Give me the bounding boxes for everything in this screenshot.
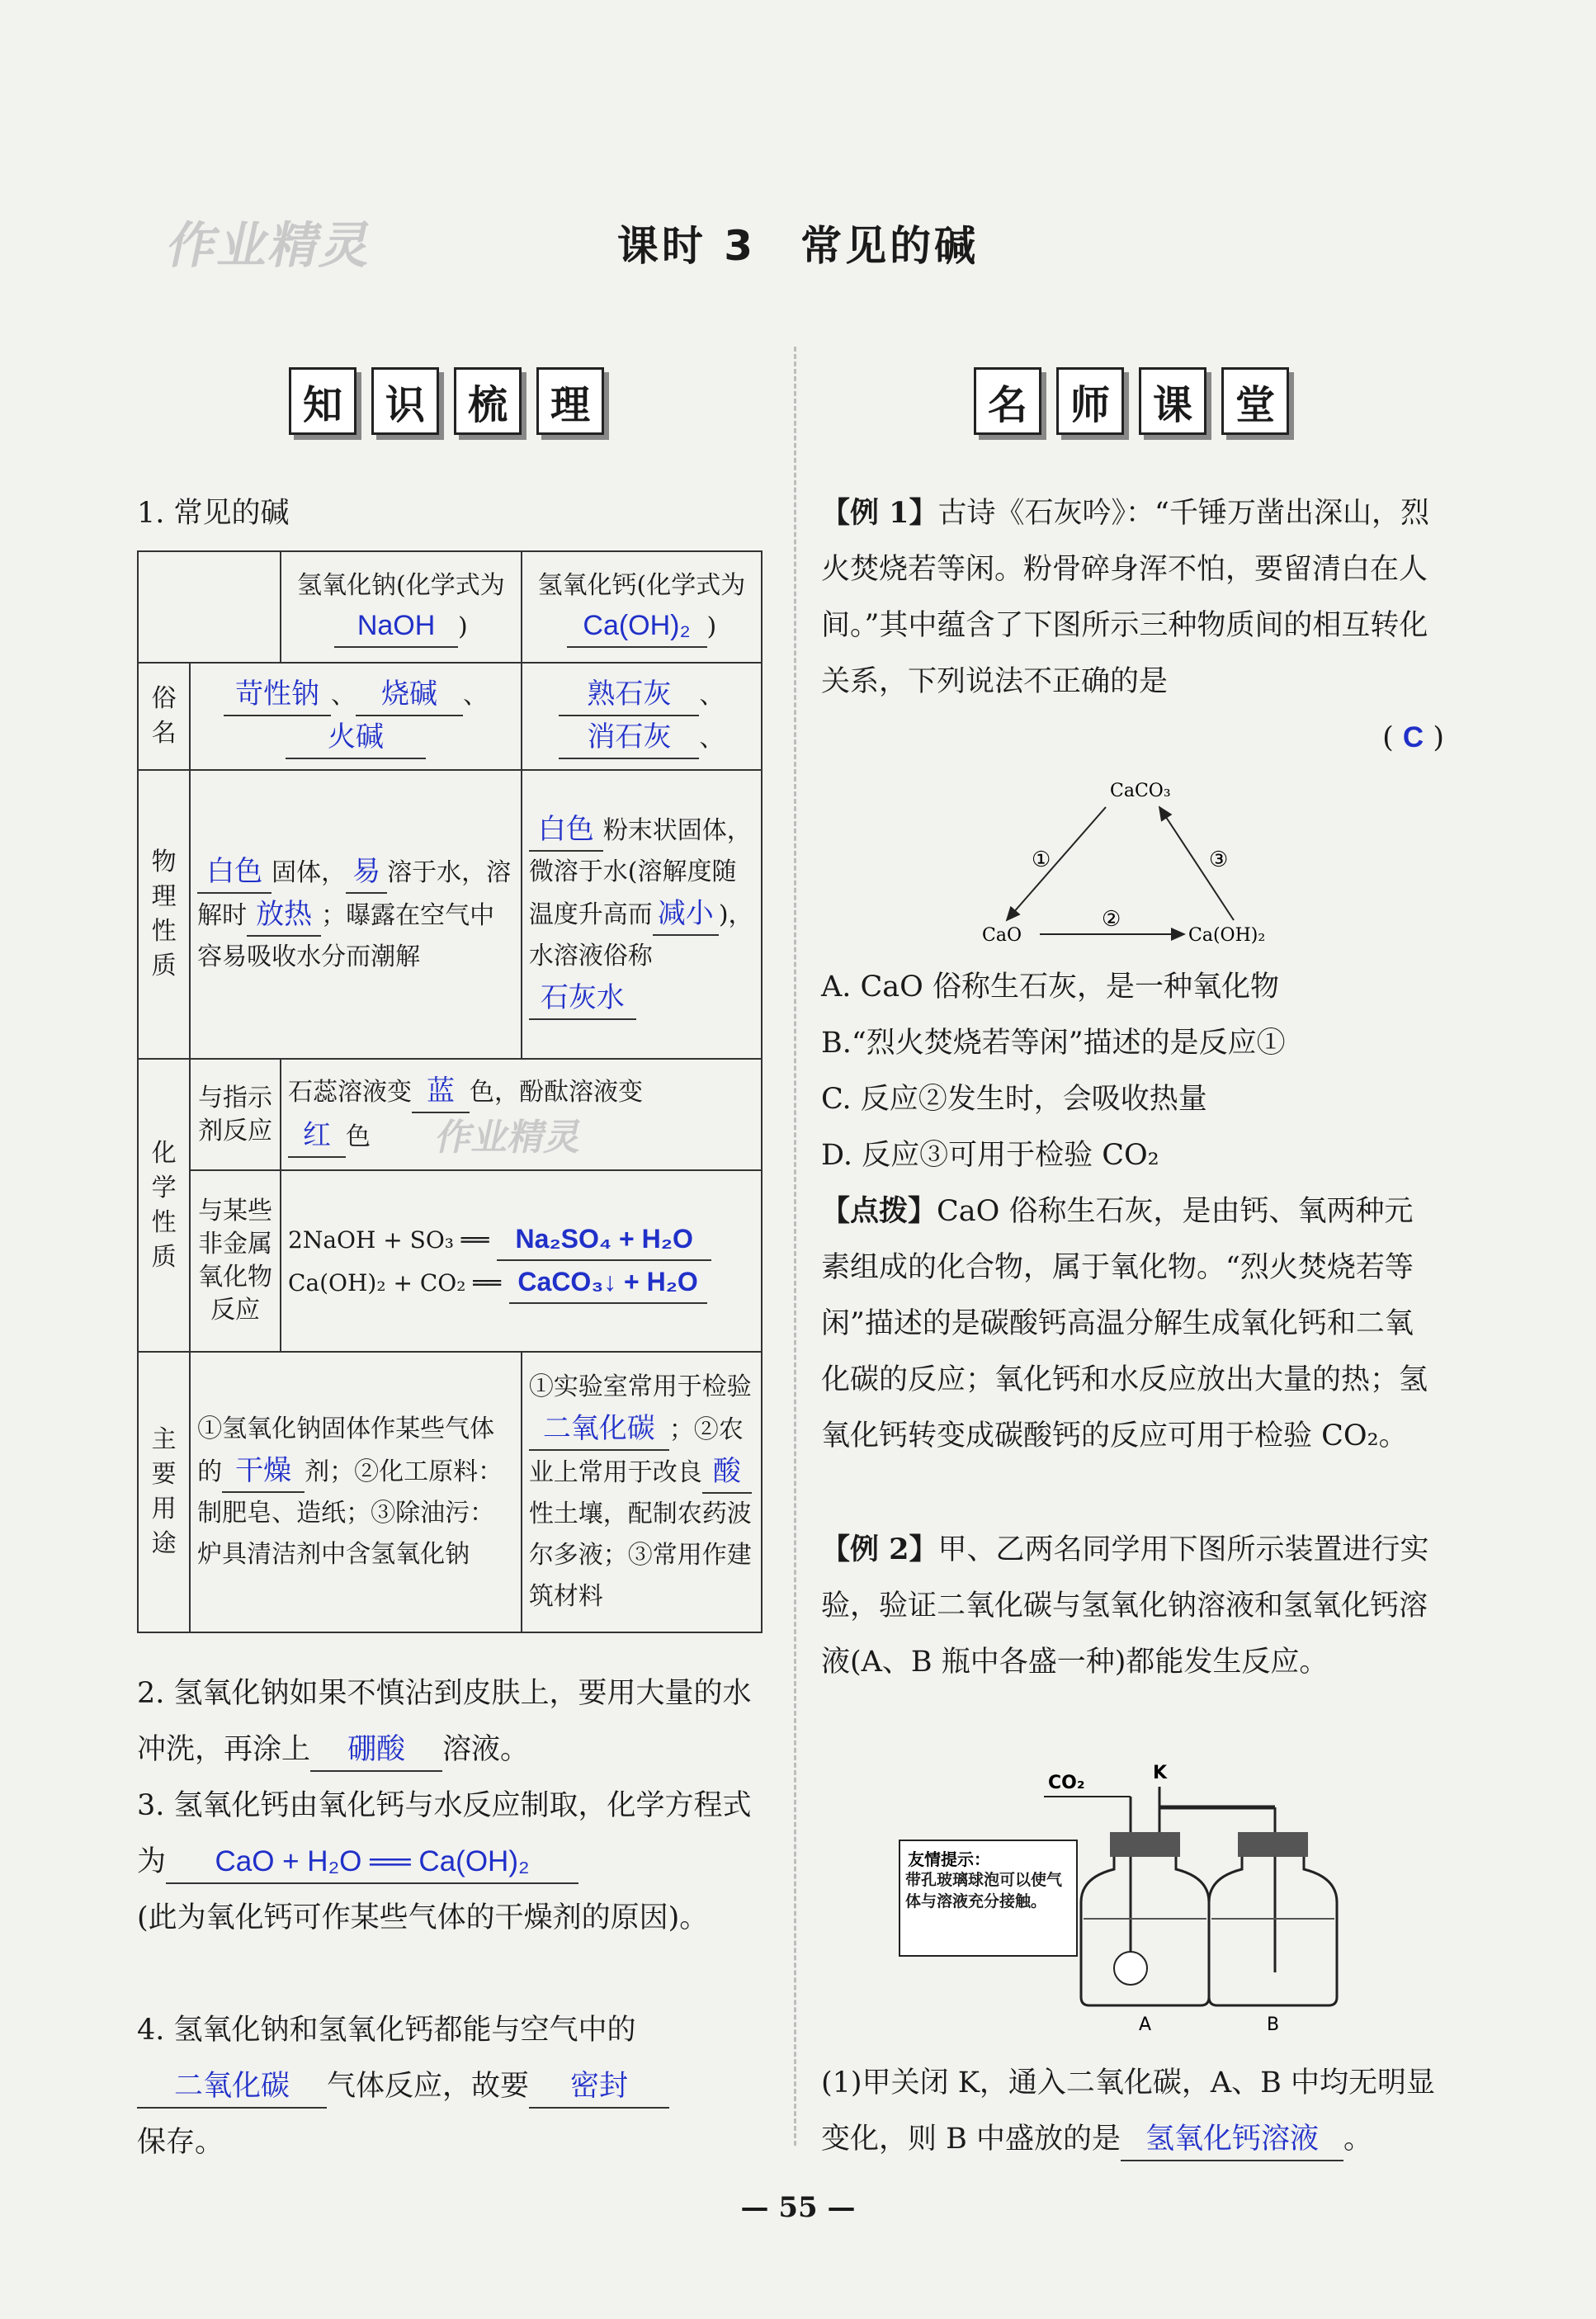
diagram-num-2: ② bbox=[1102, 907, 1121, 932]
valve-k-label: K bbox=[1153, 1763, 1168, 1783]
column-divider bbox=[794, 347, 796, 2146]
example2-stem: 【例 2】甲、乙两名同学用下图所示装置进行实验，验证二氧化碳与氢氧化钠溶液和氢氧化钙溶液(A、B 瓶中各盛一种)都能发生反应。 bbox=[821, 1533, 1429, 1679]
arrow-1 bbox=[1007, 807, 1106, 920]
naoh-common-names: 苛性钠 、 烧碱 、 火碱 bbox=[190, 663, 522, 770]
row-label-common-name: 俗名 bbox=[138, 663, 190, 770]
heading-char: 师 bbox=[1056, 367, 1124, 435]
example2-q1: (1)甲关闭 K，通入二氧化碳，A、B 中均无明显变化，则 B 中盛放的是 氢氧化钙溶液 。 bbox=[821, 2055, 1448, 2167]
tip-title: 友情提示： bbox=[908, 1849, 990, 1869]
bottle-b-label: B bbox=[1267, 2014, 1280, 2034]
naoh-uses: ①氢氧化钠固体作某些气体的 干燥 剂；②化工原料：制肥皂、造纸；③除油污：炉具清洁剂中含氢氧化钠 bbox=[190, 1352, 522, 1632]
stopper-b bbox=[1238, 1832, 1308, 1857]
example1-answer: ( C ) bbox=[1382, 721, 1444, 754]
heading-char: 课 bbox=[1139, 367, 1206, 435]
heading-char: 知 bbox=[289, 367, 357, 435]
indicator-label: 与指示剂反应 bbox=[190, 1059, 281, 1170]
page-number: — 55 — bbox=[740, 2191, 856, 2224]
tip-body: 带孔玻璃球泡可以使气体与溶液充分接触。 bbox=[905, 1871, 1063, 1910]
diagram-top-label: CaCO₃ bbox=[1110, 781, 1171, 801]
caoh-physical: 白色 粉末状固体，微溶于水(溶解度随温度升高而 减小 )，水溶液俗称石灰水 bbox=[522, 770, 762, 1059]
row-label-chemical: 化学性质 bbox=[138, 1059, 190, 1352]
naoh-formula: NaOH bbox=[334, 605, 458, 648]
nonmetal-reaction: 2NaOH + SO₃ ══ Na₂SO₄ + H₂O Ca(OH)₂ + CO₂ ══ CaCO₃↓ + H₂O bbox=[281, 1170, 762, 1352]
watermark-logo: 作业精灵 bbox=[162, 217, 380, 275]
indicator-reaction: 石蕊溶液变 蓝 色，酚酞溶液变 红 色 bbox=[281, 1059, 762, 1170]
item4: 4. 氢氧化钠和氢氧化钙都能与空气中的 二氧化碳 气体反应，故要 密封 保存。 bbox=[137, 2002, 764, 2170]
nonmetal-label: 与某些非金属氧化物反应 bbox=[190, 1170, 281, 1352]
watermark-logo: 作业精灵 bbox=[432, 1117, 587, 1159]
base-comparison-table bbox=[137, 550, 763, 1633]
row-label-uses: 主要用途 bbox=[138, 1352, 190, 1632]
item1-heading: 1. 常见的碱 bbox=[137, 497, 290, 530]
example1-hint: 【点拨】CaO 俗称生石灰，是由钙、氧两种元素组成的化合物，属于氧化物。“烈火焚烧若等闲”描述的是碳酸钙高温分解生成氧化钙和二氧化碳的反应；氧化钙和水反应放出大量的热；氢氧化钙转变成碳酸钙的反应可用于检验 CO₂。 bbox=[821, 1194, 1428, 1452]
section-heading-lecture bbox=[974, 367, 1289, 435]
option-a: A. CaO 俗称生石灰，是一种氧化物 bbox=[821, 971, 1279, 1004]
caoh-header: 氢氧化钙(化学式为 Ca(OH)₂ ) bbox=[522, 551, 762, 663]
co2-label: CO₂ bbox=[1048, 1773, 1085, 1793]
section-heading-knowledge bbox=[289, 367, 604, 435]
naoh-header: 氢氧化钠(化学式为 NaOH ) bbox=[281, 551, 522, 663]
caoh-common-names: 熟石灰 、 消石灰 、 bbox=[522, 663, 762, 770]
option-b: B.“烈火焚烧若等闲”描述的是反应① bbox=[821, 1027, 1286, 1060]
example1-stem: 【例 1】古诗《石灰吟》：“千锤万凿出深山，烈火焚烧若等闲。粉骨碎身浑不怕，要留清白在人间。”其中蕴含了下图所示三种物质间的相互转化关系，下列说法不正确的是 bbox=[821, 496, 1429, 698]
diagram-num-1: ① bbox=[1032, 848, 1051, 872]
diagram-num-3: ③ bbox=[1209, 848, 1229, 872]
diagram-right-label: Ca(OH)₂ bbox=[1188, 925, 1266, 946]
page-title: 课时 3 常见的碱 bbox=[616, 222, 980, 270]
option-c: C. 反应②发生时，会吸收热量 bbox=[821, 1083, 1207, 1116]
naoh-physical: 白色 固体， 易 溶于水，溶解时 放热 ；曝露在空气中容易吸收水分而潮解 bbox=[190, 770, 522, 1059]
heading-char: 梳 bbox=[454, 367, 522, 435]
heading-char: 识 bbox=[371, 367, 439, 435]
heading-char: 名 bbox=[974, 367, 1041, 435]
item3: 3. 氢氧化钙由氧化钙与水反应制取，化学方程式为 CaO + H₂O ══ Ca(OH)₂ (此为氧化钙可作某些气体的干燥剂的原因)。 bbox=[137, 1789, 752, 1934]
caoh-formula: Ca(OH)₂ bbox=[567, 605, 707, 648]
bottle-b bbox=[1209, 1857, 1337, 2005]
item2: 2. 氢氧化钠如果不慎沾到皮肤上，要用大量的水冲洗，再涂上 硼酸 溶液。 bbox=[137, 1665, 764, 1778]
caoh-uses: ①实验室常用于检验二氧化碳 ；②农业上常用于改良 酸性土壤，配制农药波尔多液；③常用作建筑材料 bbox=[522, 1352, 762, 1632]
option-d: D. 反应③可用于检验 CO₂ bbox=[821, 1139, 1159, 1172]
glass-bulb bbox=[1114, 1952, 1147, 1985]
heading-char: 理 bbox=[536, 367, 604, 435]
heading-char: 堂 bbox=[1221, 367, 1289, 435]
row-label-physical: 物理性质 bbox=[138, 770, 190, 1059]
diagram-left-label: CaO bbox=[982, 925, 1022, 946]
conversion-diagram bbox=[974, 767, 1304, 966]
apparatus-diagram bbox=[887, 1762, 1465, 2034]
bottle-a bbox=[1081, 1857, 1209, 2005]
bottle-a-label: A bbox=[1139, 2014, 1152, 2034]
stopper-a bbox=[1110, 1832, 1180, 1857]
table-corner bbox=[138, 551, 281, 663]
